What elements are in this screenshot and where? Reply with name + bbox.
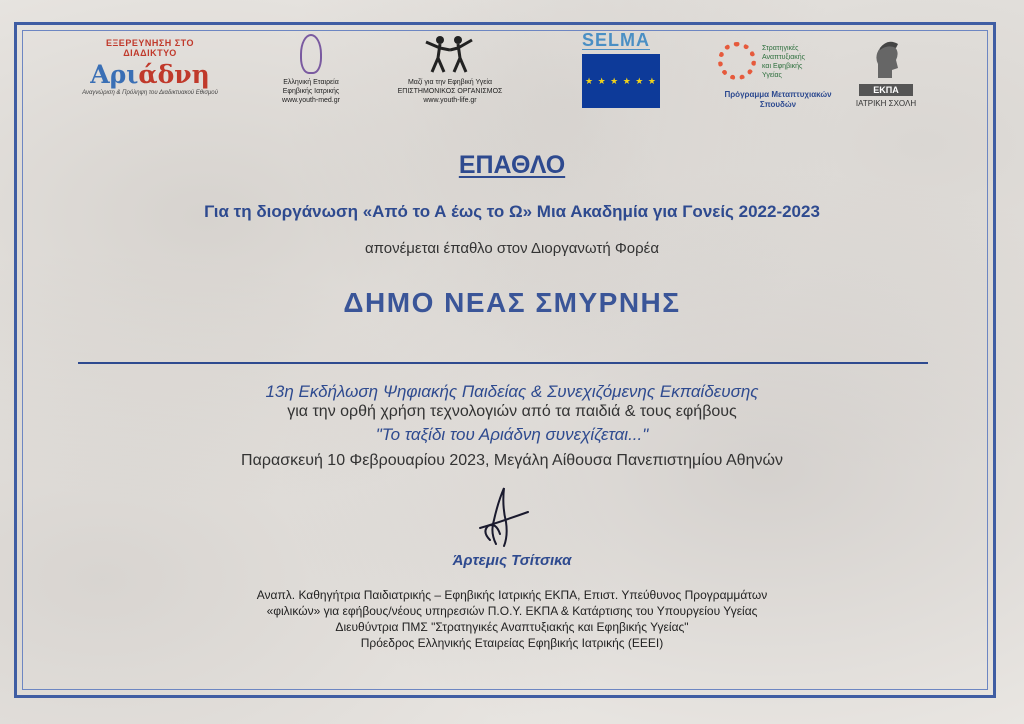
youth-med-line2: Εφηβικής Ιατρικής — [282, 88, 340, 95]
ariadni-logo-name: Αριάδνη — [90, 60, 210, 89]
signer-credential-4: Πρόεδρος Ελληνικής Εταιρείας Εφηβικής Ιατρικής (ΕΕΕΙ) — [360, 636, 664, 650]
youth-med-logo — [268, 34, 354, 105]
youth-med-emblem-icon — [300, 34, 322, 74]
youth-med-line1: Ελληνική Εταιρεία — [283, 79, 339, 86]
eu-flag-icon — [582, 54, 660, 108]
event-line: Για τη διοργάνωση «Από το Α έως το Ω» Μια Ακαδημία για Γονείς 2022-2023 — [204, 202, 820, 221]
eu-flag-stars: ★ ★ ★ ★ ★ ★ — [585, 76, 657, 86]
signer-credential-3: Διευθύντρια ΠΜΣ "Στρατηγικές Αναπτυξιακής και Εφηβικής Υγείας" — [335, 620, 689, 634]
recipient-name: ΔΗΜΟ ΝΕΑΣ ΣΜΥΡΝΗΣ — [343, 287, 681, 318]
signer-name: Άρτεμις Τσίτσικα — [452, 552, 572, 569]
people-circle-icon — [718, 42, 756, 80]
ariadni-logo — [80, 38, 220, 96]
event-motto: "Το ταξίδι του Αριάδνη συνεχίζεται..." — [375, 425, 649, 444]
strategic-health-text: Στρατηγικές Αναπτυξιακής και Εφηβικής Υγείας — [762, 45, 806, 79]
selma-logo — [582, 30, 676, 108]
divider-rule — [78, 362, 928, 364]
youth-life-url: www.youth-life.gr — [423, 97, 477, 104]
athena-head-svg — [866, 38, 906, 82]
certificate-title: ΕΠΑΘΛΟ — [458, 151, 566, 179]
ekpa-band: ΕΚΠΑ — [859, 84, 913, 96]
selma-title: SELMA — [582, 30, 650, 50]
dancing-figures-icon — [386, 34, 514, 78]
ariadni-logo-arc-text: ΕΞΕΡΕΥΝΗΣΗ ΣΤΟ ΔΙΑΔΙΚΤΥΟ — [106, 38, 194, 58]
event-subtitle: 13η Εκδήλωση Ψηφιακής Παιδείας & Συνεχιζόμενης Εκπαίδευσης — [265, 382, 759, 401]
event-date-venue: Παρασκευή 10 Φεβρουαρίου 2023, Μεγάλη Αίθουσα Πανεπιστημίου Αθηνών — [241, 452, 783, 469]
ekpa-school: ΙΑΤΡΙΚΗ ΣΧΟΛΗ — [855, 99, 917, 108]
signer-credential-2: «φιλικών» για εφήβους/νέους υπηρεσιών Π.Ο.Υ. ΕΚΠΑ & Κατάρτισης του Υπουργείου Υγείας — [266, 604, 758, 618]
youth-med-url: www.youth-med.gr — [282, 97, 340, 104]
handwritten-signature — [460, 482, 540, 552]
ekpa-logo — [850, 38, 922, 108]
strategic-health-program: Πρόγραμμα Μεταπτυχιακών Σπουδών — [724, 90, 832, 109]
event-purpose: για την ορθή χρήση τεχνολογιών από τα παιδιά & τους εφήβους — [287, 403, 737, 420]
award-line: απονέμεται έπαθλο στον Διοργανωτή Φορέα — [364, 240, 660, 257]
youth-life-line2: ΕΠΙΣΤΗΜΟΝΙΚΟΣ ΟΡΓΑΝΙΣΜΟΣ — [397, 88, 503, 95]
youth-life-logo — [386, 34, 514, 105]
athena-head-icon — [850, 38, 922, 84]
dancing-figures-svg — [420, 34, 480, 74]
ariadni-logo-tagline: Αναγνώριση & Πρόληψη του Διαδικτυακού Εθισμού — [82, 90, 218, 96]
youth-life-line1: Μαζί για την Εφηβική Υγεία — [407, 79, 493, 86]
signer-credential-1: Αναπλ. Καθηγήτρια Παιδιατρικής – Εφηβικής Ιατρικής ΕΚΠΑ, Επιστ. Υπεύθυνος Προγραμμάτων — [256, 588, 768, 602]
